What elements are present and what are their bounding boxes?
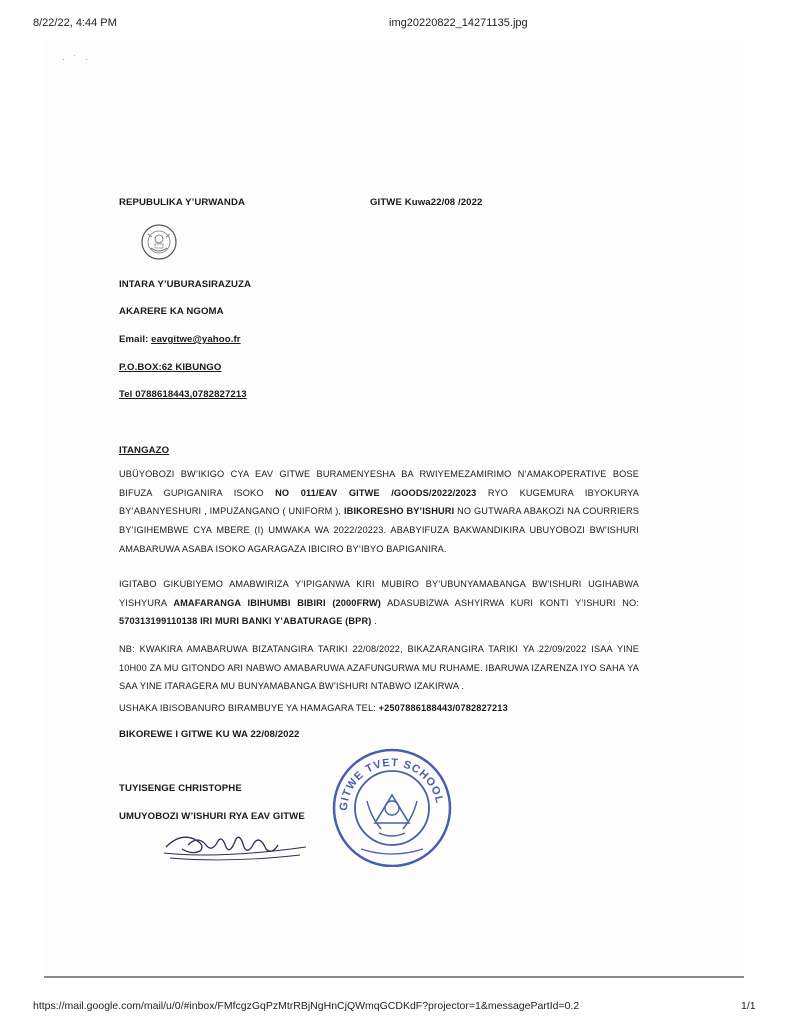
place-date: GITWE Kuwa22/08 /2022 xyxy=(370,197,483,208)
contact-text: USHAKA IBISOBANURO BIRAMBUYE YA HAMAGARA TEL: xyxy=(119,703,379,713)
footer-url: https://mail.google.com/mail/u/0/#inbox/FMfcgzGqPzMtrRBjNgHnCjQWmqGCDKdF?projector=1&messagePartId=0.2 xyxy=(33,1000,580,1012)
para2-text-e: . xyxy=(371,616,377,627)
school-supplies: IBIKORESHO BY’ISHURI xyxy=(343,506,455,517)
page-number: 1/1 xyxy=(741,1000,756,1012)
stamp-text: GITWE TVET SCHOOL xyxy=(337,756,446,812)
signatory-title: UMUYOBOZI W’ISHURI RYA EAV GITWE xyxy=(119,811,305,822)
paragraph-tender-document xyxy=(119,575,639,631)
para2-text-c: ADASUBIZWA ASHYIRWA KURI KONTI Y’ISHURI NO: xyxy=(380,597,639,608)
bank-account: 570313199110138 IRI MURI BANKI Y’ABATURAGE (BPR) xyxy=(119,616,372,627)
done-at: BIKOREWE I GITWE KU WA 22/08/2022 xyxy=(119,729,300,740)
print-filename: img20220822_14271135.jpg xyxy=(389,17,528,29)
para1-text-a: UBÜYOBOZI BW’IKIGO CYA EAV GITWE BURAMENYESHA BA RWIYEMEZAMIRIMO N’AMAKOPERATIVE BOSE BIFUZA GUPIGANIRA ISOKO xyxy=(119,469,639,498)
email-link[interactable]: eavgitwe@yahoo.fr xyxy=(151,334,241,345)
email-label: Email: xyxy=(119,334,152,345)
district: AKARERE KA NGOMA xyxy=(119,306,224,317)
telephone: Tel 0788618443,0782827213 xyxy=(119,389,247,400)
handwritten-signature xyxy=(160,825,310,865)
po-box: P.O.BOX:62 KIBUNGO xyxy=(119,362,222,373)
contact-phone: +2507886188443/0782827213 xyxy=(378,703,508,713)
province: INTARA Y’UBURASIRAZUZA xyxy=(119,279,252,290)
para2-text-a: IGITABO GIKUBIYEMO AMABWIRIZA Y’IPIGANWA KIRI MUBIRO BY’UBUNYAMABANGA BW’ISHURI UGIHABWA YISHYURA xyxy=(119,579,639,608)
print-datetime: 8/22/22, 4:44 PM xyxy=(33,17,117,29)
fee-amount: AMAFARANGA IBIHUMBI BIBIRI (2000FRW) xyxy=(173,597,381,608)
announcement-heading: ITANGAZO xyxy=(119,445,170,456)
para1-text-c: RYO KUGEMURA IBYOKURYA BY’ABANYESHURI , IMPUZANGANO ( UNIFORM ), xyxy=(119,487,639,517)
paragraph-tender-notice xyxy=(119,465,639,559)
scan-speckle: · ˙ · xyxy=(62,54,91,64)
signatory-name: TUYISENGE CHRISTOPHE xyxy=(119,783,242,794)
republic-heading: REPUBULIKA Y’URWANDA xyxy=(119,197,246,208)
para1-text-e: NO GUTWARA ABAKOZI NA COURRIERS BY’IGIHEMBWE CYA MBERE (I) UMWAKA WA 2022/20223. ABABYIFUZA BAKWANDIKIRA UBUYOBOZI BW’ISHURI AMABARUWA ASABA ISOKO AGARAGAZA IBICIRO BY’IBYO BAPIGANIRA. xyxy=(119,506,640,554)
contact-line xyxy=(119,699,639,718)
school-stamp xyxy=(325,745,459,867)
tender-number: NO 011/EAV GITWE /GOODS/2022/2023 xyxy=(275,487,477,498)
rwanda-emblem-icon xyxy=(136,222,182,262)
email-line xyxy=(119,334,241,345)
paragraph-deadline-note: NB: KWAKIRA AMABARUWA BIZATANGIRA TARIKI 22/08/2022, BIKAZARANGIRA TARIKI YA 22/09/2022 ISAA YINE 10H00 ZA MU GITONDO ARI NABWO AMABARUWA AZAFUNGURWA MU RUHAME. IBARUWA IZARENZA IYO SAHA YA SAA YINE ITARAGERA MU BUNYAMABANGA BW’ISHURI NTABWO IZAKIRWA . xyxy=(119,644,639,692)
